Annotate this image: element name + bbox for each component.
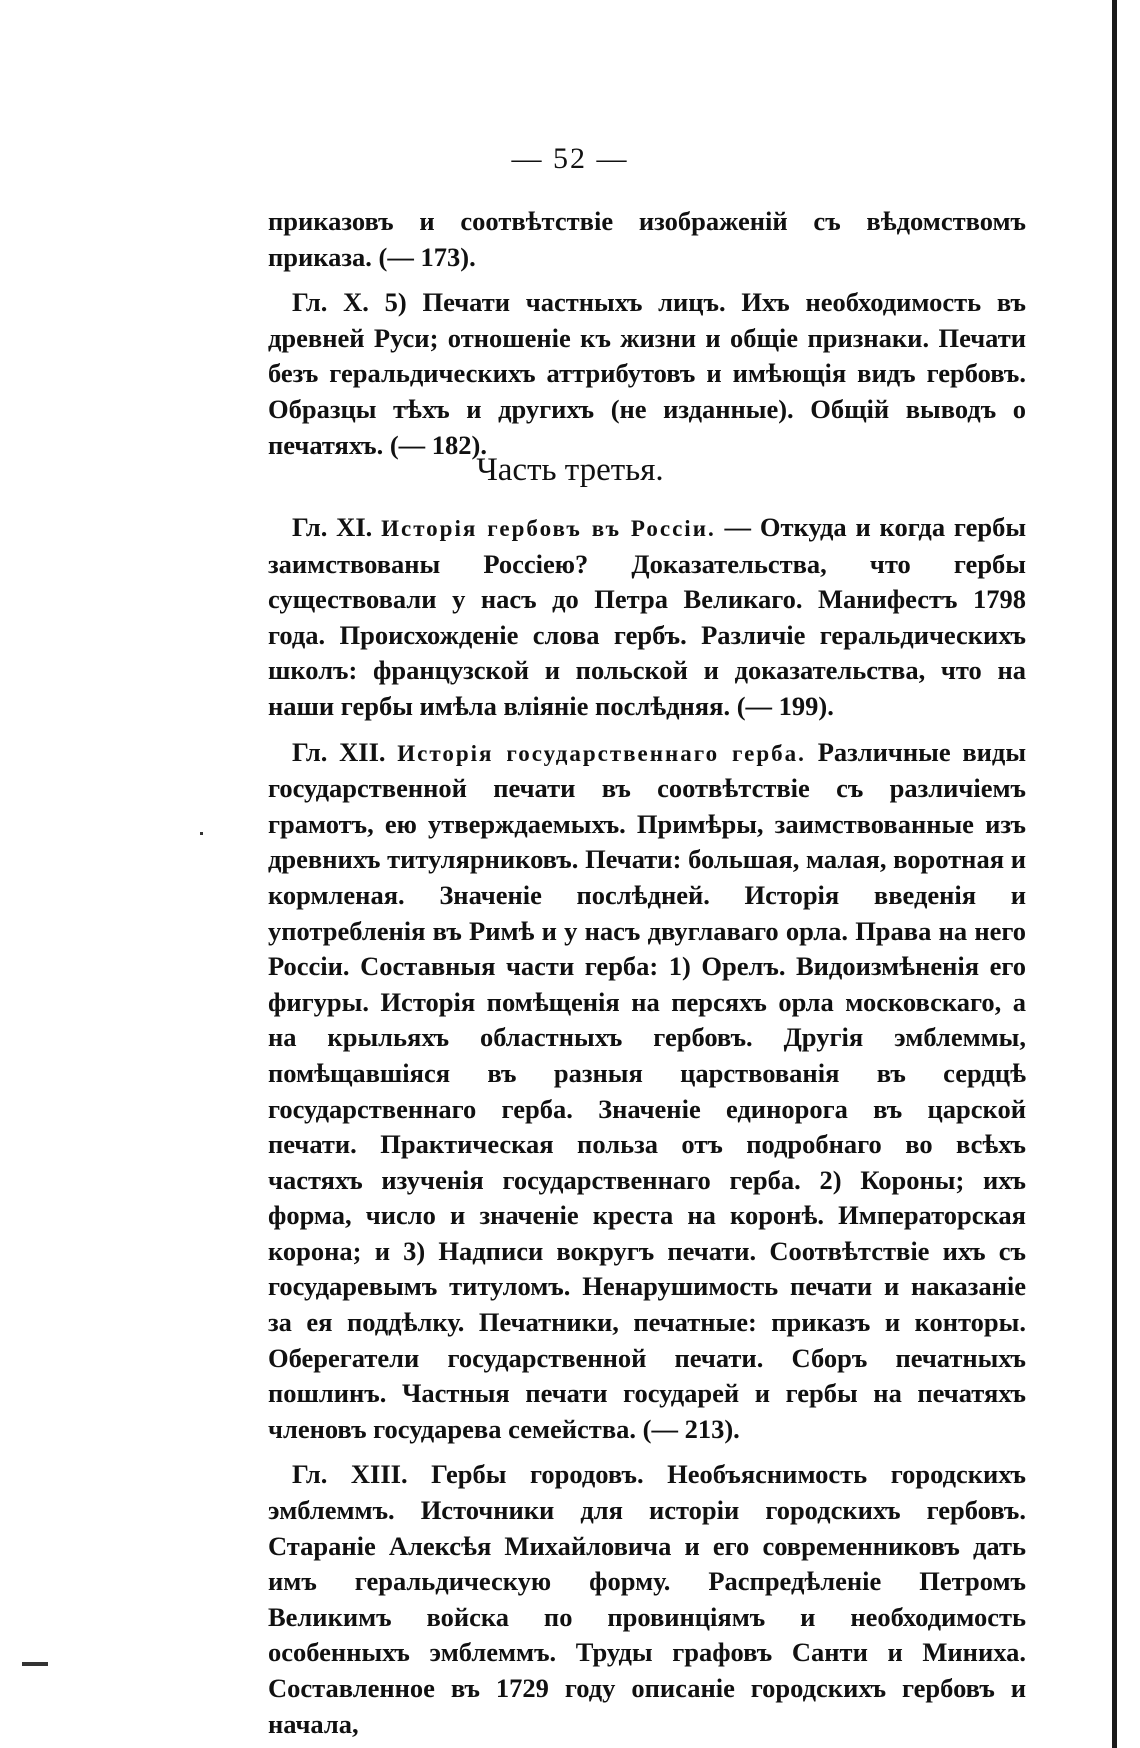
- paragraph-ch12: Гл. XII. Исторія государственнаго герба. Различные виды государственной печати въ соотвѣтствіе съ различіемъ грамотъ, ею утверждаемыхъ. Примѣры, заимствованные изъ древнихъ титулярниковъ. Печати: большая, малая, воротная и кормленая. Значеніе послѣдней. Исторія введенія и употребленія въ Римѣ и у насъ двуглаваго орла. Права на него Россіи. Составныя части герба: 1) Орелъ. Видоизмѣненія его фигуры. Исторія помѣщенія на персяхъ орла московскаго, а на крыльяхъ областныхъ гербовъ. Другія эмблеммы, помѣщавшіяся въ разныя царствованія въ сердцѣ государственнаго герба. Значеніе единорога въ царской печати. Практическая польза отъ подробнаго во всѣхъ частяхъ изученія государственнаго герба. 2) Короны; ихъ форма, число и значеніе креста на коронѣ. Императорская корона; и 3) Надписи вокругъ печати. Соотвѣтствіе ихъ съ государевымъ титуломъ. Ненарушимость печати и наказаніе за ея поддѣлку. Печатники, печатные: приказъ и конторы. Оберегатели государственной печати. Сборъ печатныхъ пошлинъ. Частныя печати государей и гербы на печатяхъ членовъ государева семейства. (— 213).: [268, 736, 1027, 1444]
- page-number: — 52 —: [511, 142, 629, 175]
- paragraph-ch10: Гл. X. 5) Печати частныхъ лицъ. Ихъ необходимость въ древней Руси; отношеніе къ жизни и общіе признаки. Печати безъ геральдическихъ аттрибутовъ и имѣющія видъ гербовъ. Образцы тѣхъ и другихъ (не изданные). Общій выводъ о печатяхъ. (— 182).: [268, 287, 1026, 460]
- margin-mark: [200, 832, 203, 835]
- main-text: [268, 510, 1026, 1742]
- chapter-title: Исторія гербовъ въ Россіи.: [381, 516, 716, 541]
- page-edge-line: [1112, 0, 1117, 1748]
- paragraph-ch13: Гл. XIII. Гербы городовъ. Необъяснимость городскихъ эмблеммъ. Источники для исторіи городскихъ гербовъ. Стараніе Алексѣя Михайловича и его современниковъ дать имъ геральдическую форму. Распредѣленіе Петромъ Великимъ войска по провинціямъ и необходимость особенныхъ эмблеммъ. Труды графовъ Санти и Миниха. Составленное въ 1729 году описаніе городскихъ гербовъ и начала,: [268, 1459, 1026, 1739]
- chapter-title: Исторія государственнаго герба.: [397, 740, 806, 766]
- margin-mark: [22, 1662, 48, 1666]
- paragraph-continuation: приказовъ и соотвѣтствіе изображеній съ вѣдомствомъ приказа. (— 173).: [268, 206, 1026, 272]
- section-heading: Часть третья.: [476, 452, 664, 488]
- top-text: [268, 204, 1026, 463]
- paragraph-ch11: Гл. XI. Исторія гербовъ въ Россіи. — Откуда и когда гербы заимствованы Россіею? Доказательства, что гербы существовали у насъ до Петра Великаго. Манифестъ 1798 года. Происхожденіе слова гербъ. Различіе геральдическихъ школъ: французской и польской и доказательства, что на наши гербы имѣла вліяніе послѣдняя. (— 199).: [268, 512, 1027, 721]
